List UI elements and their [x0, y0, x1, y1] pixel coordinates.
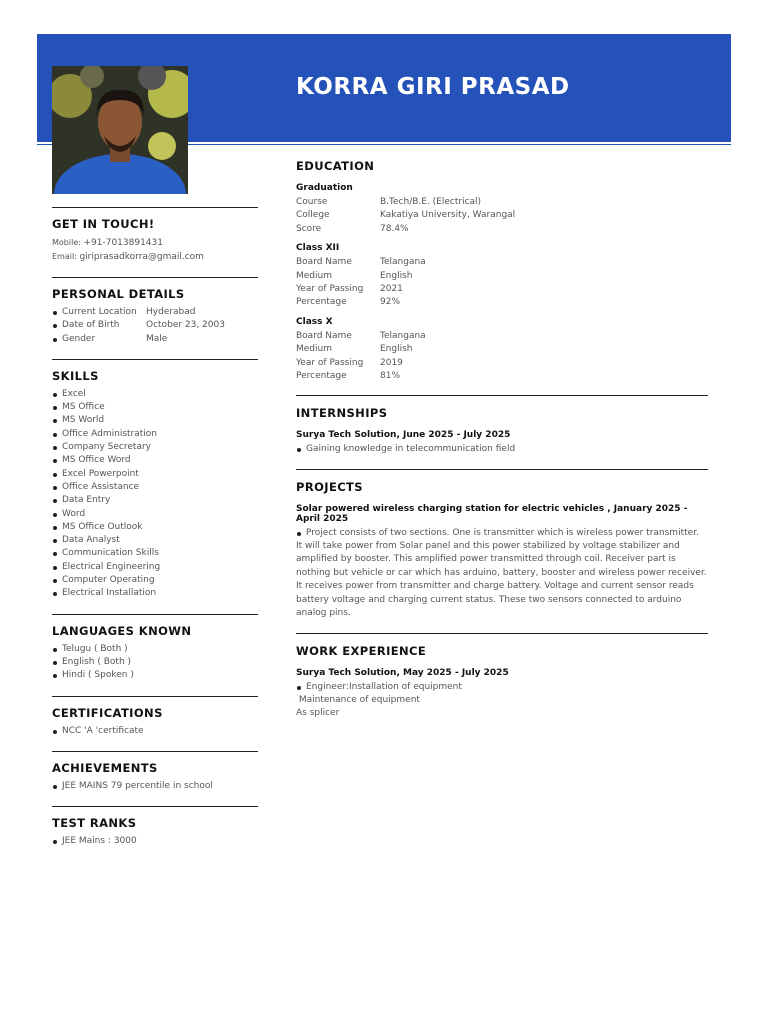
mobile-label: Mobile:	[52, 238, 81, 247]
education-value: 2021	[380, 284, 403, 295]
email-line	[52, 250, 258, 264]
education-value: 81%	[380, 371, 401, 382]
skill-item: MS Office Word	[52, 454, 258, 467]
skill-item: MS Office Outlook	[52, 521, 258, 534]
education-label: Percentage	[296, 371, 347, 382]
education-heading: Graduation	[296, 183, 353, 193]
languages-section	[52, 614, 258, 683]
skill-item: Data Entry	[52, 494, 258, 507]
email-address[interactable]: giriprasadkorra@gmail.com	[79, 252, 204, 262]
education-label: Board Name	[296, 330, 352, 341]
work-line: Maintenance of equipment	[296, 694, 420, 705]
projects-section	[296, 469, 708, 621]
personal-title: PERSONAL DETAILS	[52, 287, 185, 301]
education-label: Year of Passing	[296, 357, 364, 368]
achievements-title: ACHIEVEMENTS	[52, 760, 158, 775]
candidate-name: KORRA GIRI PRASAD	[296, 74, 570, 100]
email-label: Email:	[52, 252, 77, 261]
personal-value: Hyderabad	[146, 307, 196, 317]
skill-item: MS Office	[52, 401, 258, 414]
work-section	[296, 633, 708, 721]
personal-value: Male	[146, 333, 168, 344]
education-value: 92%	[380, 297, 401, 308]
personal-value: October 23, 2003	[146, 320, 225, 331]
language-item: Hindi ( Spoken )	[52, 669, 258, 682]
personal-item	[52, 306, 258, 319]
personal-section	[52, 277, 258, 346]
education-row	[296, 196, 708, 209]
certifications-title: CERTIFICATIONS	[52, 705, 163, 720]
skill-item: Computer Operating	[52, 574, 258, 587]
education-value: Telangana	[380, 257, 426, 268]
education-row	[296, 357, 708, 370]
education-value: English	[380, 270, 413, 281]
education-row	[296, 270, 708, 283]
skill-item: Electrical Installation	[52, 587, 258, 600]
skill-item: Company Secretary	[52, 441, 258, 454]
certification-item: NCC 'A 'certificate	[52, 725, 258, 738]
education-row	[296, 370, 708, 383]
projects-title: PROJECTS	[296, 479, 363, 494]
language-item: English ( Both )	[52, 656, 258, 669]
internships-section	[296, 395, 708, 456]
work-line: As splicer	[296, 708, 340, 719]
test-ranks-section	[52, 806, 258, 848]
education-row	[296, 283, 708, 296]
education-heading: Class X	[296, 316, 333, 327]
education-label: Medium	[296, 344, 332, 355]
languages-title: LANGUAGES KNOWN	[52, 623, 192, 638]
personal-label: Gender	[62, 333, 96, 344]
education-row	[296, 209, 708, 222]
personal-label: Current Location	[62, 307, 137, 317]
skills-section	[52, 359, 258, 601]
mobile-line	[52, 236, 258, 250]
education-label: College	[296, 210, 330, 221]
contact-title: GET IN TOUCH!	[52, 217, 155, 231]
skill-item: Office Administration	[52, 428, 258, 441]
education-row	[296, 256, 708, 269]
education-heading: Class XII	[296, 243, 340, 254]
internship-heading: Surya Tech Solution, June 2025 - July 2025	[296, 430, 511, 441]
education-row	[296, 223, 708, 236]
education-title: EDUCATION	[296, 159, 375, 173]
left-column	[52, 207, 258, 861]
education-row	[296, 330, 708, 343]
profile-photo	[52, 66, 188, 194]
skills-title: SKILLS	[52, 368, 99, 383]
project-heading: Solar powered wireless charging station for electric vehicles , January 2025 - April 2025	[296, 503, 688, 524]
skill-item: Office Assistance	[52, 481, 258, 494]
education-label: Year of Passing	[296, 284, 364, 295]
education-row	[296, 296, 708, 309]
right-column	[296, 159, 708, 733]
achievement-item: JEE MAINS 79 percentile in school	[52, 780, 258, 793]
education-value: 2019	[380, 357, 403, 368]
education-value: B.Tech/B.E. (Electrical)	[380, 197, 482, 207]
internship-item: Gaining knowledge in telecommunication field	[296, 443, 708, 456]
skill-item: MS World	[52, 414, 258, 427]
education-label: Medium	[296, 270, 332, 281]
achievements-section	[52, 751, 258, 793]
skill-item: Data Analyst	[52, 534, 258, 547]
education-label: Score	[296, 223, 322, 234]
education-label: Board Name	[296, 257, 352, 268]
test-rank-item: JEE Mains : 3000	[52, 835, 258, 848]
project-bullet: Project consists of two sections. One is transmitter which is wireless power transmitter.	[296, 527, 708, 540]
education-value: 78.4%	[380, 223, 409, 234]
contact-section	[52, 207, 258, 264]
skill-item: Excel	[52, 388, 258, 401]
education-label: Course	[296, 197, 328, 207]
personal-item	[52, 319, 258, 332]
skill-item: Word	[52, 508, 258, 521]
internships-title: INTERNSHIPS	[296, 406, 388, 421]
education-row	[296, 343, 708, 356]
mobile-number[interactable]: +91-7013891431	[83, 238, 163, 248]
project-description: It will take power from Solar panel and this power stabilized by voltage stabilizer and amplified by booster. This amplified power transmitted through coil. Receiver part is nothing but vehicle or car which has arduino, battery, booster and wireless power receiver. It receives power from transmitter and charge battery. Voltage and current sensor reads battery voltage and charging current status. These two sensors connected to arduino analog pins.	[296, 541, 707, 619]
work-title: WORK EXPERIENCE	[296, 643, 427, 658]
skill-item: Excel Powerpoint	[52, 468, 258, 481]
skill-item: Electrical Engineering	[52, 561, 258, 574]
language-item: Telugu ( Both )	[52, 643, 258, 656]
education-value: Telangana	[380, 330, 426, 341]
work-bullet: Engineer:Installation of equipment	[296, 681, 708, 694]
education-section	[296, 159, 708, 383]
work-heading: Surya Tech Solution, May 2025 - July 2025	[296, 667, 509, 678]
personal-label: Date of Birth	[62, 320, 120, 331]
education-label: Percentage	[296, 297, 347, 308]
test-ranks-title: TEST RANKS	[52, 816, 137, 831]
skill-item: Communication Skills	[52, 547, 258, 560]
education-value: English	[380, 344, 413, 355]
certifications-section	[52, 696, 258, 738]
education-value: Kakatiya University, Warangal	[380, 210, 516, 221]
personal-item	[52, 333, 258, 346]
